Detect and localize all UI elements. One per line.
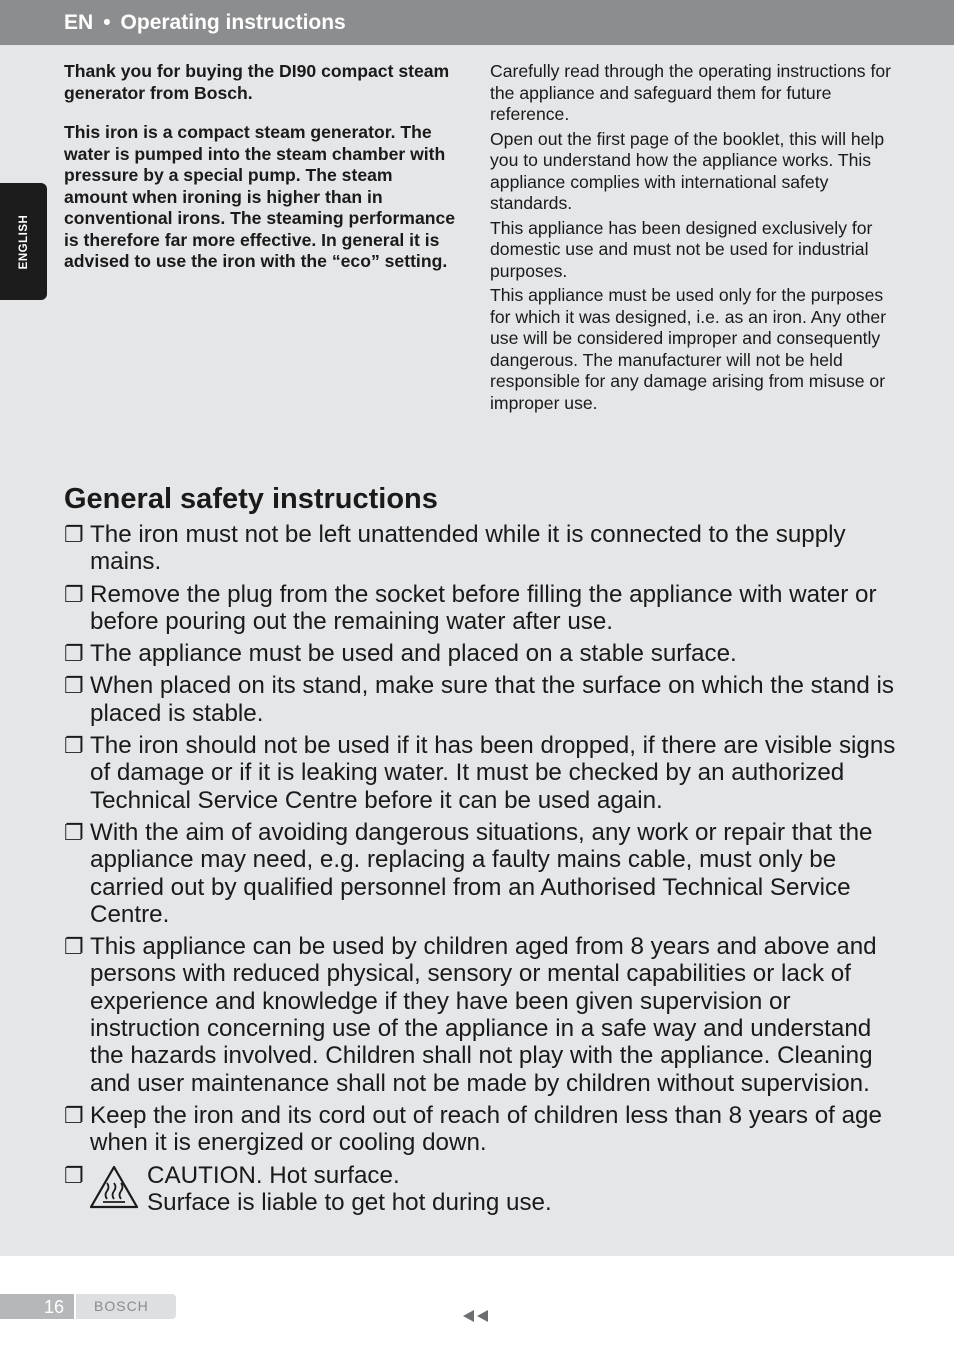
intro-paragraph: Thank you for buying the DI90 compact steam generator from Bosch. (64, 61, 450, 103)
page-header (0, 0, 954, 45)
page-number: 16 (0, 1294, 74, 1319)
safety-item-text: Keep the iron and its cord out of reach of children less than 8 years of age when it is energized or cooling down. (90, 1101, 882, 1157)
safety-item-text: This appliance can be used by children aged from 8 years and above and persons with reduced physical, sensory or mental capabilities or lack of experience and knowledge if they have been given supervision or instruction concerning use of the appliance in a safe way and understand the hazards involved. Children shall not play with the appliance. Cleaning and user maintenance shall not be made by children without supervision. (90, 933, 877, 1097)
safety-instructions-list (64, 521, 904, 1221)
hot-surface-warning-icon (88, 1164, 140, 1210)
language-tab (0, 183, 47, 300)
intro-right-column (490, 61, 900, 417)
language-tab-label: ENGLISH (17, 214, 30, 269)
safety-item (64, 672, 904, 727)
checkbox-bullet-icon: ❐ (64, 1162, 84, 1188)
safety-item-text: With the aim of avoiding dangerous situations, any work or repair that the appliance may need, e.g. replacing a faulty mains cable, must only be carried out by qualified personnel from an Authorised Technical Service Centre. (90, 818, 873, 928)
intro-left-column (64, 61, 456, 291)
header-lang: EN (64, 11, 94, 34)
header-separator: • (103, 11, 111, 34)
safety-item-text: The iron should not be used if it has been dropped, if there are visible signs of damage or if it is leaking water. It must be checked by an authorized Technical Service Centre before it can be used again. (90, 732, 896, 814)
safety-item (64, 581, 904, 636)
safety-item (64, 1102, 904, 1157)
checkbox-bullet-icon: ❐ (64, 733, 84, 759)
intro-paragraph: This appliance has been designed exclusively for domestic use and must not be used for industrial purposes. (490, 217, 873, 281)
section-title: General safety instructions (64, 483, 438, 515)
checkbox-bullet-icon: ❐ (64, 934, 84, 960)
caution-item (64, 1162, 904, 1217)
checkbox-bullet-icon: ❐ (64, 581, 84, 607)
checkbox-bullet-icon: ❐ (64, 641, 84, 667)
caution-line: CAUTION. Hot surface. (147, 1161, 400, 1189)
caution-line: Surface is liable to get hot during use. (147, 1188, 552, 1216)
safety-item-text: Remove the plug from the socket before filling the appliance with water or before pouring out the remaining water after use. (90, 580, 877, 635)
intro-paragraph: This iron is a compact steam generator. The water is pumped into the steam chamber with pressure by a special pump. The steam amount when ironing is higher than in conventional irons. The steaming performance is therefore far more effective. In general it is advised to use the iron with the “eco” setting. (64, 122, 456, 271)
safety-item-text: The appliance must be used and placed on a stable surface. (90, 640, 737, 668)
safety-item (64, 819, 904, 928)
checkbox-bullet-icon: ❐ (64, 1102, 84, 1128)
safety-item (64, 521, 904, 576)
checkbox-bullet-icon: ❐ (64, 819, 84, 845)
checkbox-bullet-icon: ❐ (64, 522, 84, 547)
intro-paragraph: Carefully read through the operating instructions for the appliance and safeguard them for future reference. (490, 61, 891, 124)
safety-item-text: The iron must not be left unattended while it is connected to the supply mains. (90, 521, 846, 576)
brand-label: BOSCH (76, 1294, 176, 1319)
checkbox-bullet-icon: ❐ (64, 673, 84, 699)
header-title: Operating instructions (120, 11, 346, 34)
safety-item (64, 640, 904, 667)
safety-item-text: When placed on its stand, make sure that the surface on which the stand is placed is stable. (90, 672, 895, 727)
safety-item (64, 933, 904, 1097)
safety-item (64, 732, 904, 814)
caution-text (147, 1162, 552, 1217)
previous-page-icon[interactable] (462, 1308, 490, 1324)
intro-paragraph: Open out the first page of the booklet, this will help you to understand how the appliance works. This appliance complies with international safety standards. (490, 128, 885, 213)
intro-paragraph: This appliance must be used only for the purposes for which it was designed, i.e. as an iron. Any other use will be considered improper and consequently dangerous. The manufacturer will not be held responsible for any damage arising from misuse or improper use. (490, 285, 887, 413)
